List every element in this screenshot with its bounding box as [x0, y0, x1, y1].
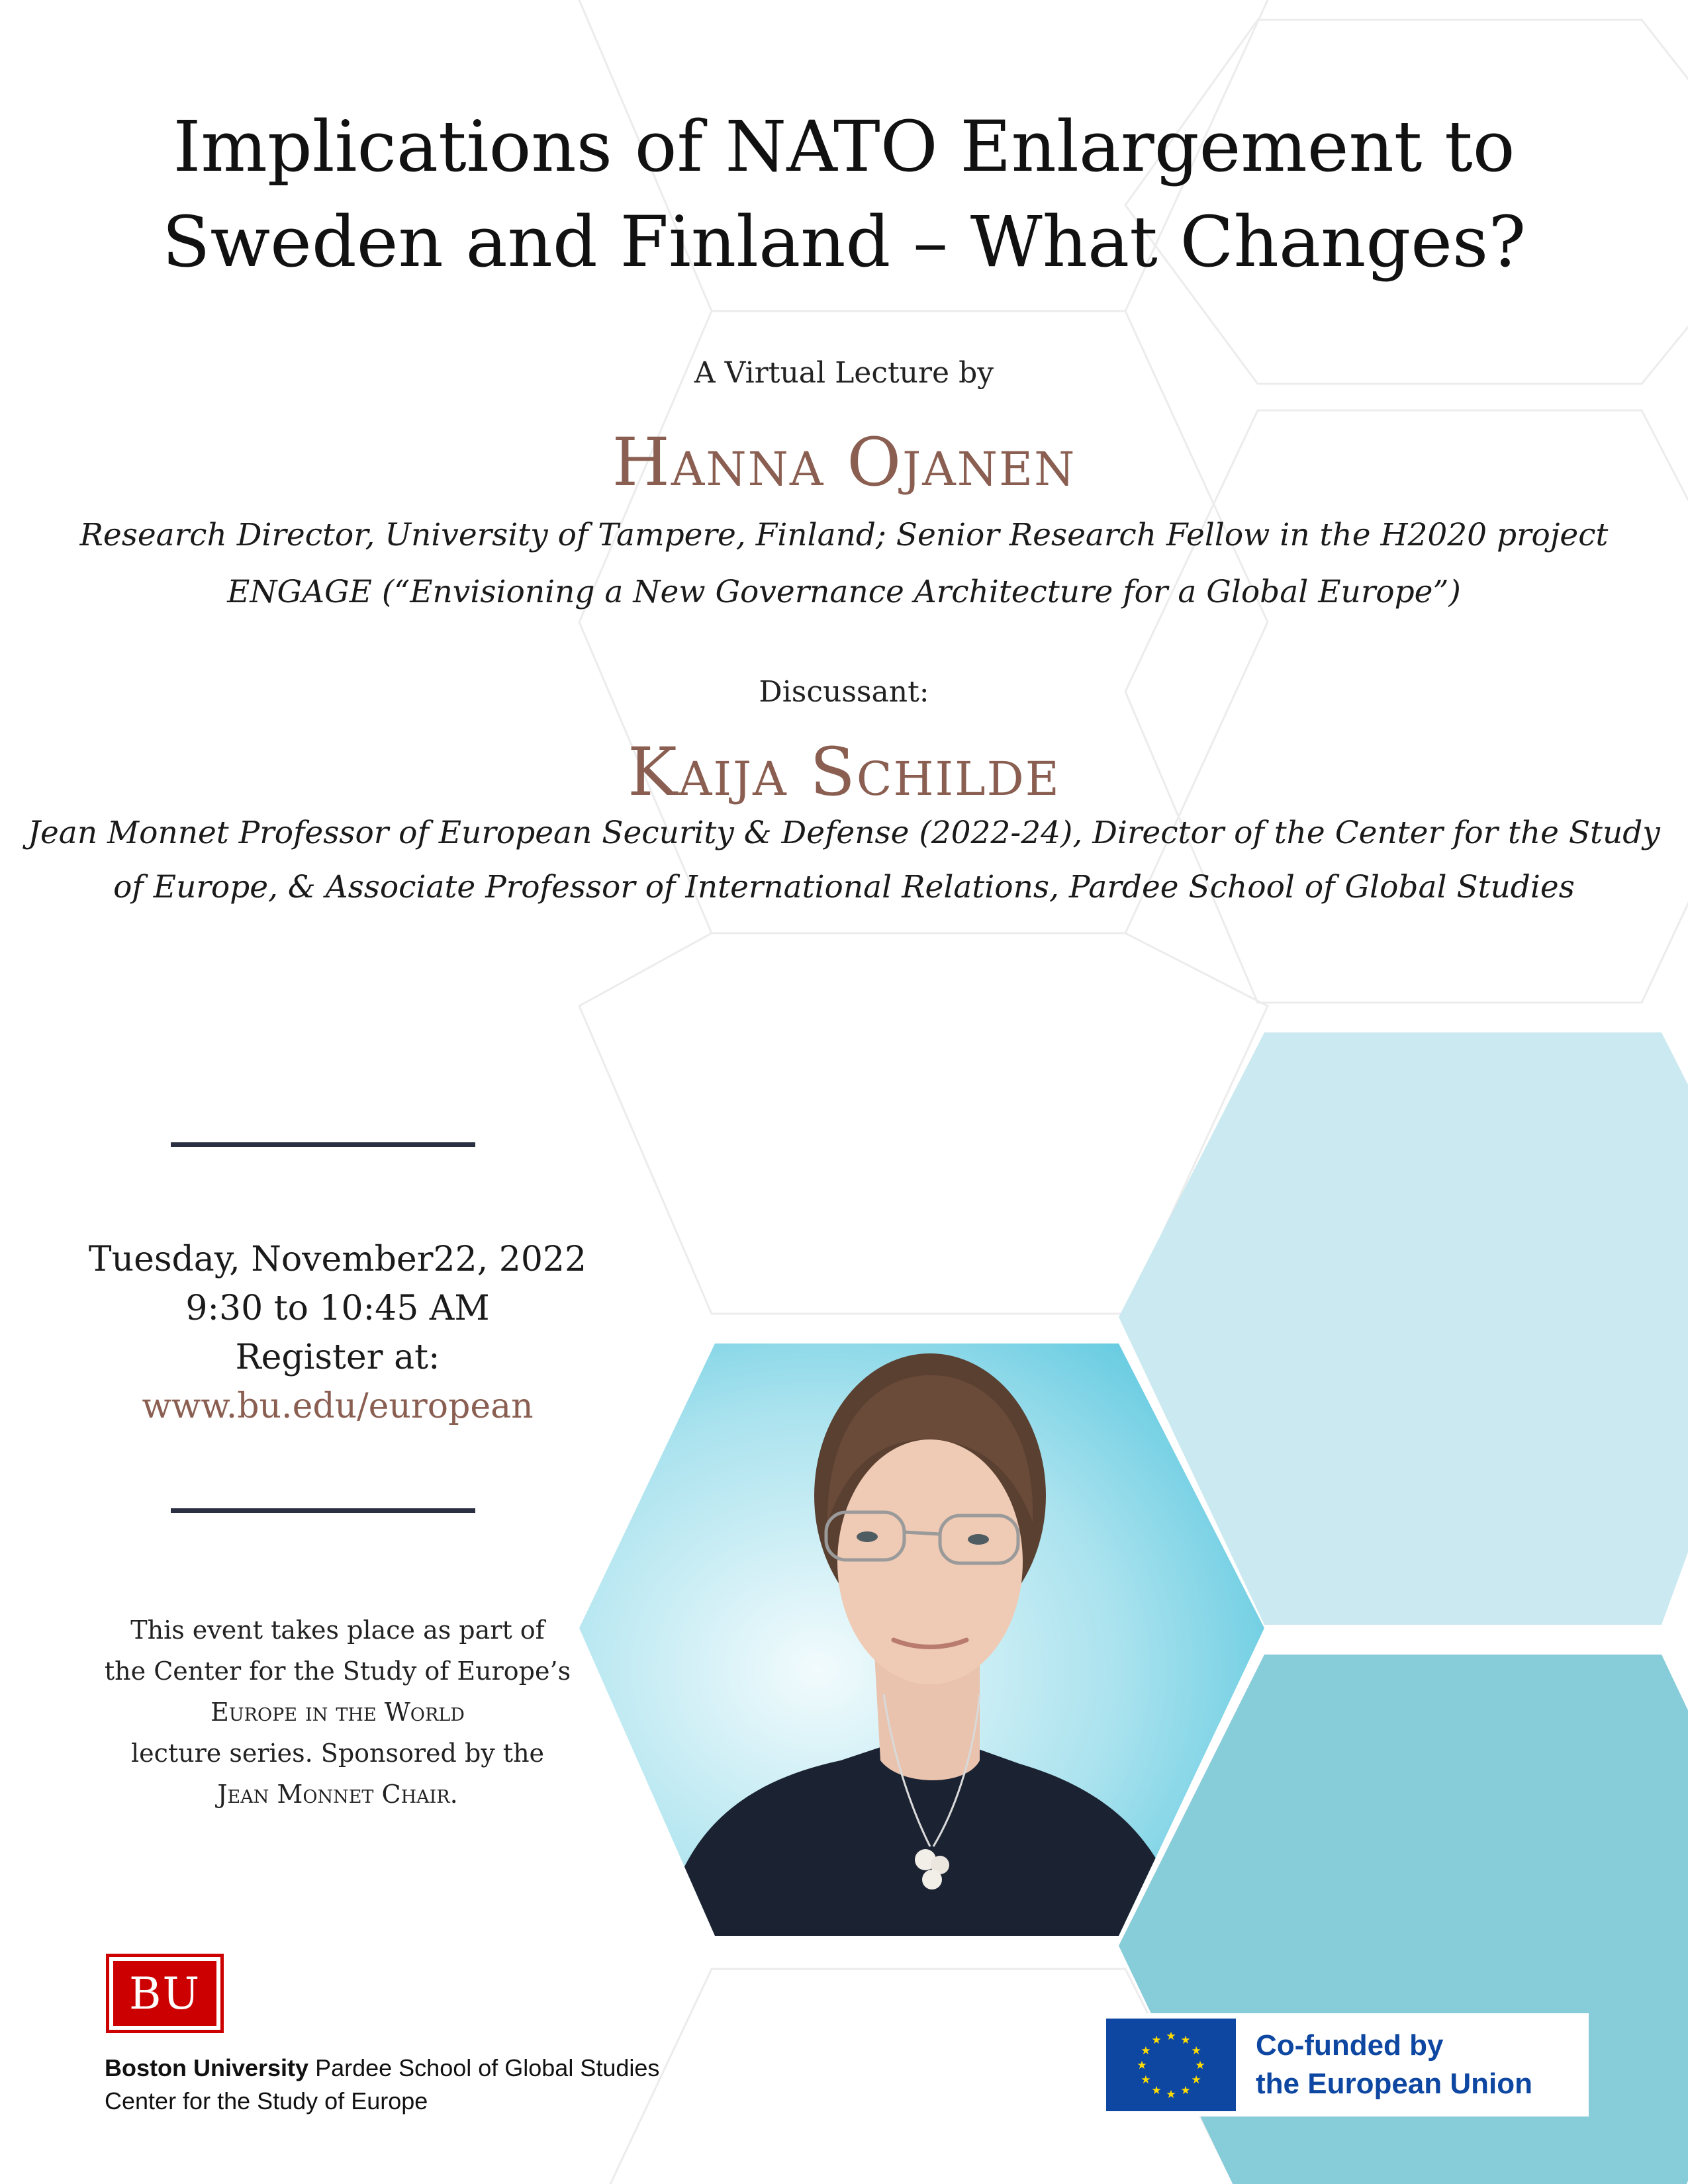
eu-star: ★	[1141, 2044, 1151, 2057]
bu-name: Boston University	[105, 2054, 309, 2081]
series-note-line-1: This event takes place as part of	[130, 1615, 545, 1645]
discussant-label: Discussant:	[759, 675, 929, 709]
eu-star: ★	[1195, 2059, 1205, 2071]
series-name: Europe in the World	[211, 1698, 465, 1727]
speaker-affiliation	[0, 507, 1688, 621]
sponsor-name: Jean Monnet Chair.	[217, 1780, 458, 1809]
bu-wordmark	[105, 2052, 659, 2118]
title-line-2: Sweden and Finland – What Changes?	[162, 201, 1526, 283]
speaker-affiliation-line-2: ENGAGE (“Envisioning a New Governance Architecture for a Global Europe”)	[227, 574, 1461, 610]
divider-top	[171, 1142, 475, 1147]
event-time: 9:30 to 10:45 AM	[185, 1289, 490, 1328]
bu-logo	[106, 1954, 224, 2033]
discussant-affiliation-line-2: of Europe, & Associate Professor of International Relations, Pardee School of Global Studies	[113, 869, 1575, 905]
eu-line-2: the European Union	[1256, 2068, 1532, 2100]
eu-star: ★	[1180, 2033, 1191, 2046]
bu-school: Pardee School of Global Studies	[315, 2054, 660, 2081]
eu-star: ★	[1166, 2030, 1176, 2042]
event-date: Tuesday, November22, 2022	[88, 1240, 587, 1279]
bu-logo-mark: BU	[113, 1961, 216, 2026]
eu-star: ★	[1166, 2088, 1176, 2101]
page-title	[0, 99, 1688, 290]
eu-star: ★	[1180, 2084, 1191, 2097]
eu-star: ★	[1151, 2084, 1162, 2097]
lecture-intro: A Virtual Lecture by	[694, 356, 994, 390]
speaker-name: Hanna Ojanen	[612, 424, 1076, 501]
eu-cofunded-badge	[1102, 2013, 1589, 2116]
eu-line-1: Co-funded by	[1256, 2029, 1444, 2062]
eu-star: ★	[1137, 2059, 1147, 2071]
speaker-affiliation-line-1: Research Director, University of Tampere, Finland; Senior Research Fellow in the H2020 project	[79, 517, 1609, 553]
eu-star: ★	[1151, 2033, 1162, 2046]
discussant-affiliation	[0, 806, 1688, 915]
discussant-name: Kaija Schilde	[628, 733, 1060, 811]
eu-star: ★	[1191, 2044, 1201, 2057]
divider-bottom	[171, 1508, 475, 1513]
eu-star: ★	[1141, 2073, 1151, 2086]
eu-star: ★	[1191, 2073, 1201, 2086]
series-note-line-4: lecture series. Sponsored by the	[130, 1739, 545, 1768]
series-note	[60, 1610, 616, 1815]
title-line-1: Implications of NATO Enlargement to	[173, 106, 1515, 187]
series-note-line-2: the Center for the Study of Europe’s	[104, 1657, 571, 1686]
event-details	[26, 1235, 649, 1431]
speaker-photo	[576, 1340, 1268, 1939]
discussant-affiliation-line-1: Jean Monnet Professor of European Security & Defense (2022-24), Director of the Center for the Study	[28, 815, 1660, 851]
eu-cofunded-text	[1256, 2026, 1532, 2103]
bu-center: Center for the Study of Europe	[105, 2087, 428, 2115]
register-link[interactable]: www.bu.edu/european	[142, 1387, 534, 1426]
eu-flag-icon	[1106, 2019, 1236, 2111]
register-label: Register at:	[235, 1338, 440, 1377]
